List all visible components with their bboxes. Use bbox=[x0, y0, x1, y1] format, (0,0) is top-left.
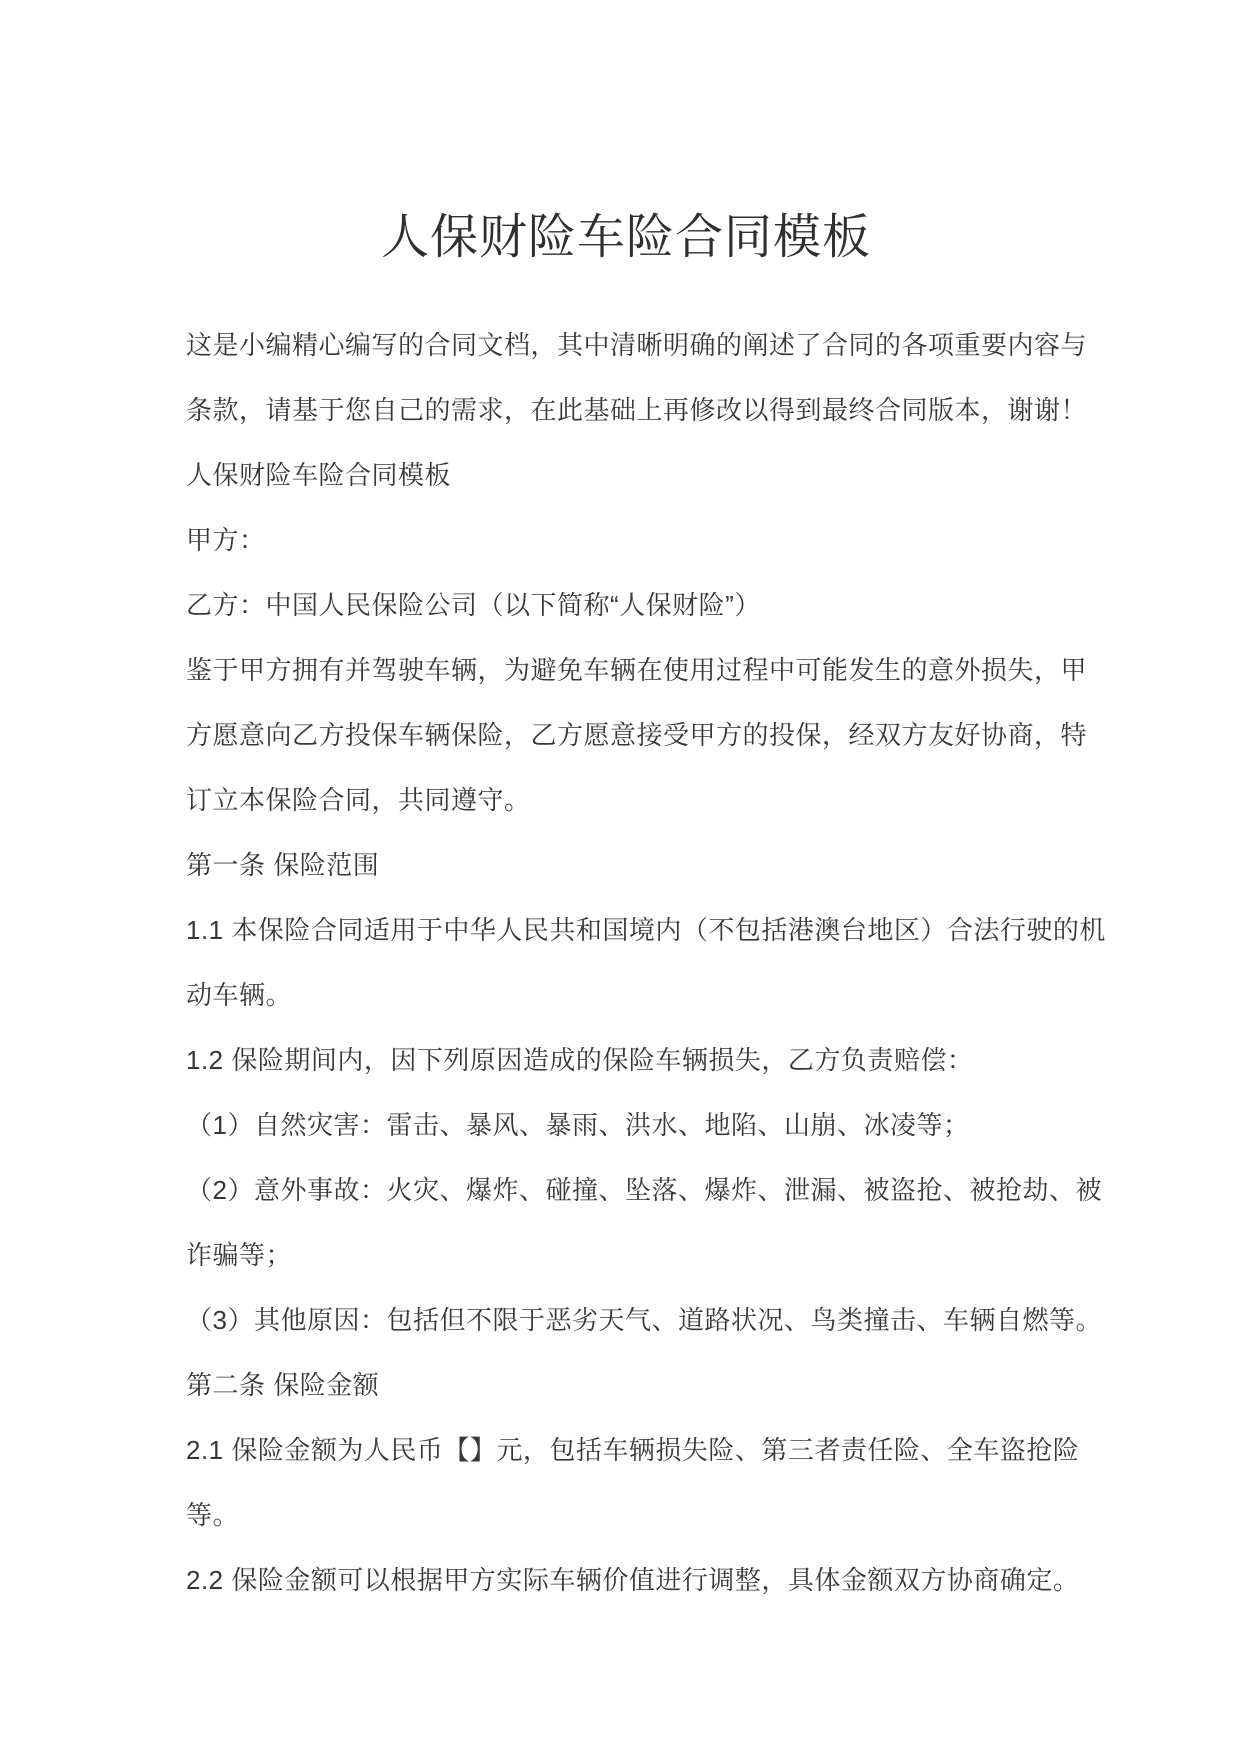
document-line: 人保财险车险合同模板 bbox=[186, 460, 452, 490]
document-line: 乙方：中国人民保险公司（以下简称“人保财险”） bbox=[186, 590, 761, 620]
document-line: 条款，请基于您自己的需求，在此基础上再修改以得到最终合同版本，谢谢！ bbox=[186, 395, 1088, 425]
document-line: 等。 bbox=[186, 1500, 240, 1530]
document-line: 方愿意向乙方投保车辆保险，乙方愿意接受甲方的投保，经双方友好协商，特 bbox=[186, 720, 1088, 750]
document-line: （3）其他原因：包括但不限于恶劣天气、道路状况、鸟类撞击、车辆自燃等。 bbox=[186, 1305, 1102, 1335]
document-title: 人保财险车险合同模板 bbox=[380, 211, 871, 264]
document-body bbox=[186, 313, 1106, 1613]
document-line: 鉴于甲方拥有并驾驶车辆，为避免车辆在使用过程中可能发生的意外损失，甲 bbox=[186, 655, 1088, 685]
document-line: 1.1 本保险合同适用于中华人民共和国境内（不包括港澳台地区）合法行驶的机 bbox=[186, 915, 1106, 945]
document-line: 订立本保险合同，共同遵守。 bbox=[186, 785, 531, 815]
document-line: 2.2 保险金额可以根据甲方实际车辆价值进行调整，具体金额双方协商确定。 bbox=[186, 1565, 1080, 1595]
document-line: （1）自然灾害：雷击、暴风、暴雨、洪水、地陷、山崩、冰凌等； bbox=[186, 1110, 970, 1140]
document-line: 1.2 保险期间内，因下列原因造成的保险车辆损失，乙方负责赔偿： bbox=[186, 1045, 974, 1075]
document-line: 第二条 保险金额 bbox=[186, 1370, 380, 1400]
document-line: 动车辆。 bbox=[186, 980, 293, 1010]
document-line: 诈骗等； bbox=[186, 1240, 293, 1270]
document-line: 这是小编精心编写的合同文档，其中清晰明确的阐述了合同的各项重要内容与 bbox=[186, 330, 1088, 360]
document-line: 甲方： bbox=[186, 525, 266, 555]
document-line: 第一条 保险范围 bbox=[186, 850, 380, 880]
document-line: 2.1 保险金额为人民币【】元，包括车辆损失险、第三者责任险、全车盗抢险 bbox=[186, 1435, 1080, 1465]
document-line: （2）意外事故：火灾、爆炸、碰撞、坠落、爆炸、泄漏、被盗抢、被抢劫、被 bbox=[186, 1175, 1102, 1205]
